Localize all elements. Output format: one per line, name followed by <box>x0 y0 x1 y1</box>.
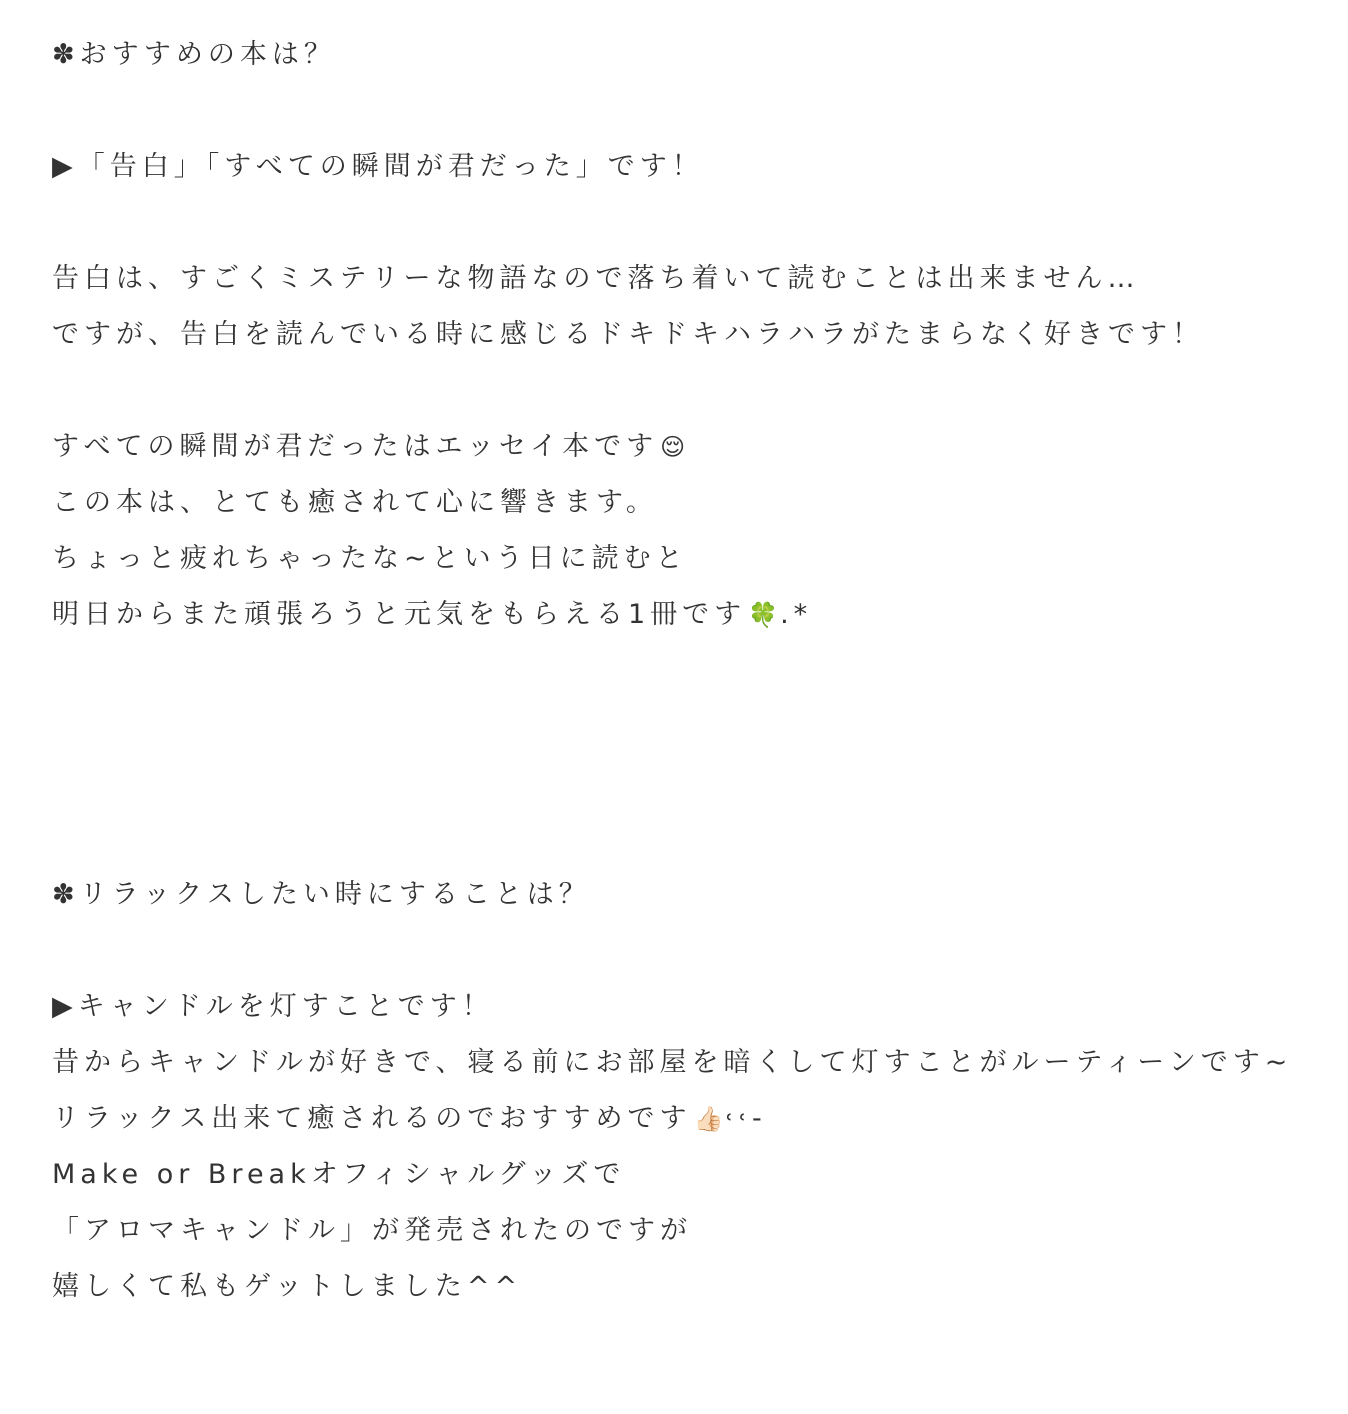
paragraph-line <box>52 1091 767 1147</box>
paragraph-text: リラックス出来て癒されるのでおすすめです <box>52 1103 692 1134</box>
paragraph-line: 嬉しくて私もゲットしました^^ <box>52 1271 523 1302</box>
paragraph-line: ですが、告白を読んでいる時に感じるドキドキハラハラがたまらなく好きです！ <box>52 319 1204 350</box>
question-heading: ✽リラックスしたい時にすることは？ <box>52 879 591 910</box>
relieved-face-icon: 😌 <box>660 433 686 461</box>
paragraph-line: 「アロマキャンドル」が発売されたのですが <box>52 1215 692 1246</box>
paragraph-text-tail: .* <box>780 599 813 630</box>
paragraph-line <box>52 419 687 475</box>
paragraph-line <box>52 587 812 643</box>
paragraph-line: Make or Breakオフィシャルグッズで <box>52 1159 626 1190</box>
paragraph-line: 告白は、すごくミステリーな物語なので落ち着いて読むことは出来ません… <box>52 263 1140 294</box>
answer-line: ▶キャンドルを灯すことです！ <box>52 991 494 1022</box>
question-heading: ✽おすすめの本は？ <box>52 39 336 70</box>
paragraph-line: 昔からキャンドルが好きで、寝る前にお部屋を暗くして灯すことがルーティーンです~ <box>52 1047 1293 1078</box>
four-leaf-clover-icon: 🍀 <box>748 601 779 629</box>
thumbs-up-icon: 👍🏻 <box>693 1105 724 1133</box>
paragraph-text-tail: ˓˓- <box>725 1103 767 1134</box>
paragraph-line: ちょっと疲れちゃったな~という日に読むと <box>52 543 688 574</box>
paragraph-text: すべての瞬間が君だったはエッセイ本です <box>52 431 659 462</box>
paragraph-text: 明日からまた頑張ろうと元気をもらえる1冊です <box>52 599 747 630</box>
paragraph-line: この本は、とても癒されて心に響きます。 <box>52 487 658 518</box>
answer-line: ▶「告白」「すべての瞬間が君だった」です！ <box>52 151 704 182</box>
